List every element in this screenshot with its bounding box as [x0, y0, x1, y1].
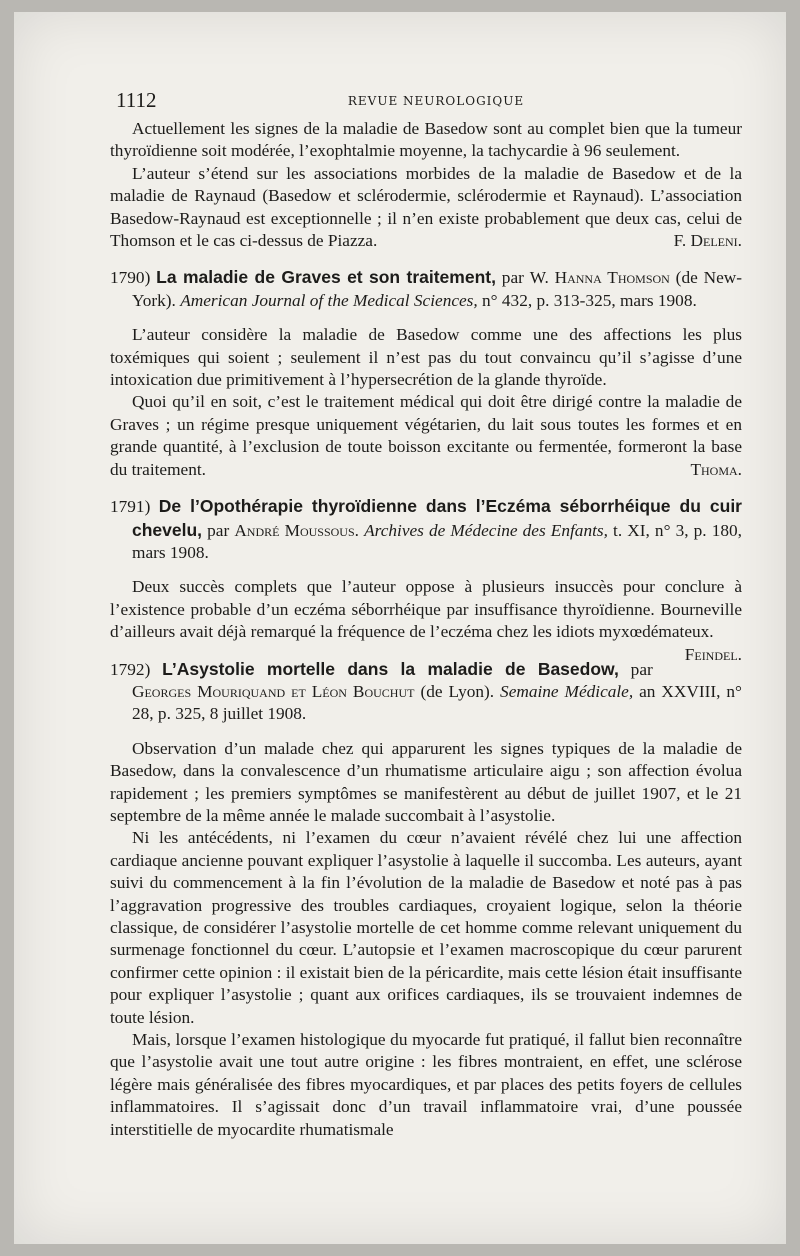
abstract-paragraph: Deux succès complets que l’auteur oppose à plusieurs insuccès pour conclure à l’existence probable d’un eczéma séborrhéique par insuffisance thyroïdienne. Bourneville d’ailleurs avait déjà remarqué la fréquence de l’eczéma chez les idiots myxœdémateux. Feindel.	[110, 576, 742, 643]
signature: F. Deleni.	[673, 231, 742, 251]
entry-number: 1790)	[110, 268, 151, 288]
abstract-heading: 1791) De l’Opothérapie thyroïdienne dans l’Eczéma séborrhéique du cuir chevelu, par André Moussous. Archives de Médecine des Enfants, t. XI, n° 3, p. 180, mars 1908.	[110, 496, 742, 562]
entry-author: W. Hanna Thomson	[529, 268, 670, 288]
abstract-paragraph: Ni les antécédents, ni l’examen du cœur n’avaient révélé chez lui une affection cardiaque ancienne pouvant expliquer l’asystolie à laquelle il succomba. Les auteurs, ayant suivi du commencement à la fin l’évolution de la maladie de Basedow et noté pas à pas l’aggravation progressive des troubles cardiaques, croyaient logique, selon la théorie classique, de considérer l’asystolie mortelle de cet homme comme relevant uniquement du surmenage fonctionnel du cœur. L’autopsie et l’examen macroscopique du cœur parurent confirmer cette opinion : il existait bien de la péricardite, mais cette lésion était insuffisante pour expliquer l’asystolie ; quant aux orifices cardiaques, ils se trouvaient indemnes de toute lésion.	[110, 828, 742, 1027]
entry-journal: Archives de Médecine des Enfants,	[364, 520, 608, 540]
entry-reference: an XXVIII, n° 28, p. 325, 8 juillet 1908.	[132, 681, 742, 724]
signature: Feindel.	[684, 644, 742, 664]
entry-reference: t. XI, n° 3, p. 180, mars 1908.	[132, 520, 742, 562]
page-header	[116, 88, 756, 114]
intro-paragraph: L’auteur s’étend sur les associations morbides de la maladie de Basedow et de la maladie de Raynaud (Basedow et sclérodermie, sclérodermie et Raynaud). L’association Basedow-Raynaud est exceptionnelle ; il n’en existe probablement que deux cas, celui de Thomson et le cas ci-dessus de Piazza. F. Deleni.	[110, 163, 742, 253]
entry-title: La maladie de Graves et son traitement,	[156, 267, 496, 288]
entry-reference: n° 432, p. 313-325, mars 1908.	[477, 290, 697, 310]
entry-journal: American Journal of the Medical Sciences,	[180, 290, 478, 310]
page-number: 1112	[116, 88, 157, 112]
article-body	[110, 118, 742, 1141]
abstract-paragraph: Quoi qu’il en soit, c’est le traitement médical qui doit être dirigé contre la maladie de Graves ; un régime presque uniquement végétarien, du lait sous toutes les formes et en grande quantité, à l’exclusion de toute boisson excitante ou fermentée, formeront la base du traitement. Thoma.	[110, 391, 742, 481]
running-head: REVUE NEUROLOGIQUE	[347, 94, 525, 108]
entry-number: 1791)	[110, 497, 151, 517]
entry-journal: Semaine Médicale,	[500, 681, 634, 701]
abstract-paragraph: Mais, lorsque l’examen histologique du myocarde fut pratiqué, il fallut bien reconnaître que l’asystolie avait une tout autre origine : les fibres montraient, en effet, une sclérose légère mais généralisée des fibres myocardiques, et par places des petits foyers de cellules inflammatoires. Il s’agissait donc d’un travail inflammatoire vrai, d’une poussée interstitielle de myocardite rhumatismale	[110, 1030, 742, 1139]
abstract-paragraph: Observation d’un malade chez qui apparurent les signes typiques de la maladie de Basedow, dans la convalescence d’un rhumatisme articulaire aigu ; son affection évolua rapidement ; les premiers symptômes se manifestèrent au début de juillet 1907, et le 21 septembre de la même année le malade succombait à l’asystolie.	[110, 738, 742, 825]
entry-title: L’Asystolie mortelle dans la maladie de Basedow,	[162, 658, 619, 679]
abstract-heading: 1792) L’Asystolie mortelle dans la maladie de Basedow, par Georges Mouriquand et Léon Bouchut (de Lyon). Semaine Médicale, an XXVIII, n° 28, p. 325, 8 juillet 1908.	[110, 658, 742, 724]
entry-number: 1792)	[110, 659, 151, 679]
entry-title: De l’Opothérapie thyroïdienne dans l’Eczéma séborrhéique du cuir chevelu,	[132, 496, 742, 540]
entry-author: Georges Mouriquand et Léon Bouchut	[132, 681, 415, 701]
abstract-heading: 1790) La maladie de Graves et son traitement, par W. Hanna Thomson (de New-York). American Journal of the Medical Sciences, n° 432, p. 313-325, mars 1908.	[110, 267, 742, 310]
abstract-paragraph: L’auteur considère la maladie de Basedow comme une des affections les plus toxémiques qui soient ; seulement il n’est pas du tout convaincu qu’il s’agisse d’une intoxication due primitivement à l’hypersecrétion de la glande thyroïde.	[110, 325, 742, 390]
intro-paragraph: Actuellement les signes de la maladie de Basedow sont au complet bien que la tumeur thyroïdienne soit modérée, l’exophtalmie moyenne, la tachycardie à 96 seulement.	[110, 119, 742, 161]
signature: Thoma.	[690, 459, 742, 479]
entry-author: André Moussous.	[234, 520, 359, 540]
